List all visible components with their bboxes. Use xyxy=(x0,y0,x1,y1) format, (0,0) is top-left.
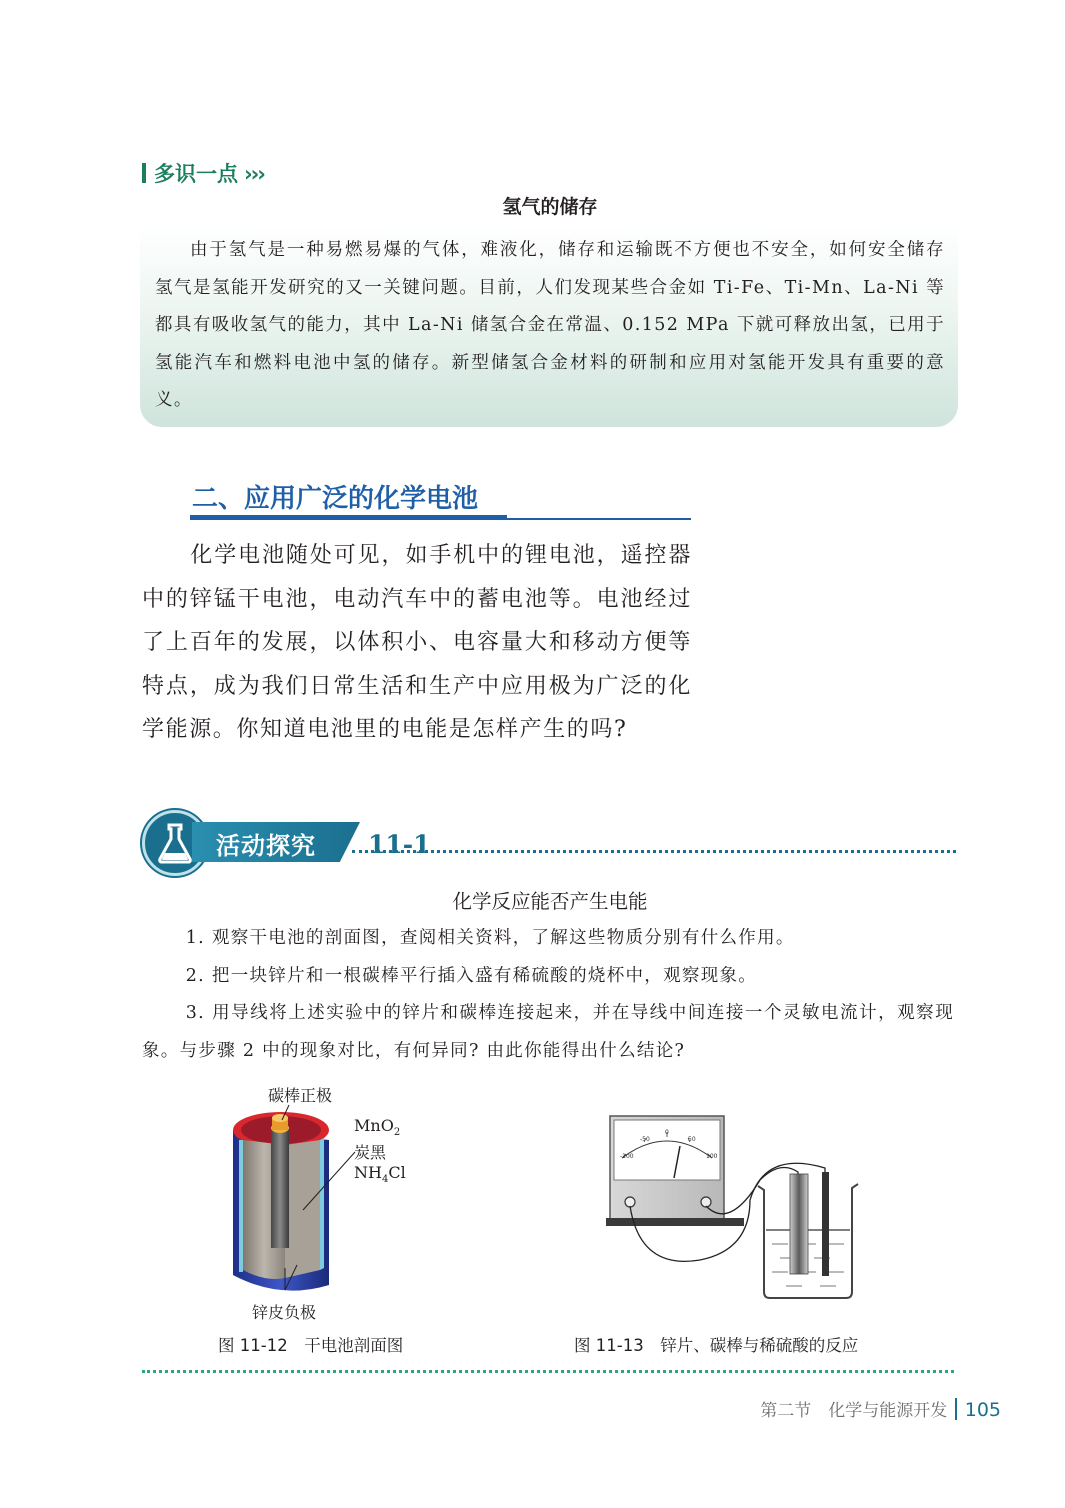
section-paragraph: 化学电池随处可见，如手机中的锂电池，遥控器中的锌锰干电池，电动汽车中的蓄电池等。电池经过了上百年的发展，以体积小、电容量大和移动方便等特点，成为我们日常生活和生产中应用极为广泛的化学能源。你知道电池里的电能是怎样产生的吗? xyxy=(142,543,692,742)
section-text xyxy=(142,534,692,752)
sidebar-title: 氢气的储存 xyxy=(502,196,598,218)
activity-title: 化学反应能否产生电能 xyxy=(452,890,648,913)
sidebar-text: 由于氢气是一种易燃易爆的气体，难液化，储存和运输既不方便也不安全，如何安全储存氢气是氢能开发研究的又一关键问题。目前，人们发现某些合金如 Ti-Fe、Ti-Mn、La-Ni 等都具有吸收氢气的能力，其中 La-Ni 储氢合金在常温、0.152 MPa 下就可释放出氢，已用于氢能汽车和燃料电池中氢的储存。新型储氢合金材料的研制和应用对氢能开发具有重要的意义。 xyxy=(155,240,945,410)
section-title: 二、应用广泛的化学电池 xyxy=(192,484,479,514)
scale-label-m50: -50 xyxy=(640,1136,650,1143)
mno2-text: MnO xyxy=(354,1116,394,1135)
scale-label-right: 100 xyxy=(706,1153,718,1160)
arrows-icon: ››› xyxy=(244,162,264,186)
section-underline-thin xyxy=(507,518,691,520)
activity-step: 3. 用导线将上述实验中的锌片和碳棒连接起来，并在导线中间连接一个灵敏电流计，观察现象。与步骤 2 中的现象对比，有何异同? 由此你能得出什么结论? xyxy=(142,1003,954,1061)
nh4cl-text-tail: Cl xyxy=(388,1163,406,1183)
footer-section: 第二节 化学与能源开发 xyxy=(760,1401,948,1421)
activity-dotted-line xyxy=(352,850,956,853)
tag-label: 多识一点 xyxy=(154,162,238,186)
carbon-rod-label: 碳棒正极 xyxy=(268,1086,333,1105)
mno2-sub: 2 xyxy=(393,1127,401,1139)
tag-bar xyxy=(142,163,146,183)
footer-separator xyxy=(955,1398,957,1420)
zinc-label: 锌皮负极 xyxy=(252,1303,317,1322)
activity-steps xyxy=(142,920,954,1070)
section-underline xyxy=(190,515,507,520)
activity-step: 2. 把一块锌片和一根碳棒平行插入盛有稀硫酸的烧杯中，观察现象。 xyxy=(185,965,758,986)
bottom-dotted-line xyxy=(142,1370,954,1373)
figure2-caption: 图 11-13 锌片、碳棒与稀硫酸的反应 xyxy=(574,1336,859,1355)
nh4cl-text: NH xyxy=(354,1163,382,1183)
activity-number: 11-1 xyxy=(368,830,431,859)
scale-label-left: -100 xyxy=(620,1153,634,1160)
nh4cl-sub: 4 xyxy=(381,1174,389,1186)
carbon-black-label: 炭黑 xyxy=(354,1143,387,1163)
sidebar-tag xyxy=(142,158,264,188)
activity-label: 活动探究 xyxy=(216,832,316,860)
figure1-caption: 图 11-12 干电池剖面图 xyxy=(218,1336,404,1355)
mno2-label xyxy=(354,1116,406,1190)
page-footer xyxy=(760,1396,1001,1421)
scale-label-0: 0 xyxy=(665,1129,669,1136)
page-number: 105 xyxy=(964,1399,1001,1421)
activity-step: 1. 观察干电池的剖面图，查阅相关资料，了解这些物质分别有什么作用。 xyxy=(185,928,795,948)
scale-label-50: 50 xyxy=(688,1136,696,1143)
